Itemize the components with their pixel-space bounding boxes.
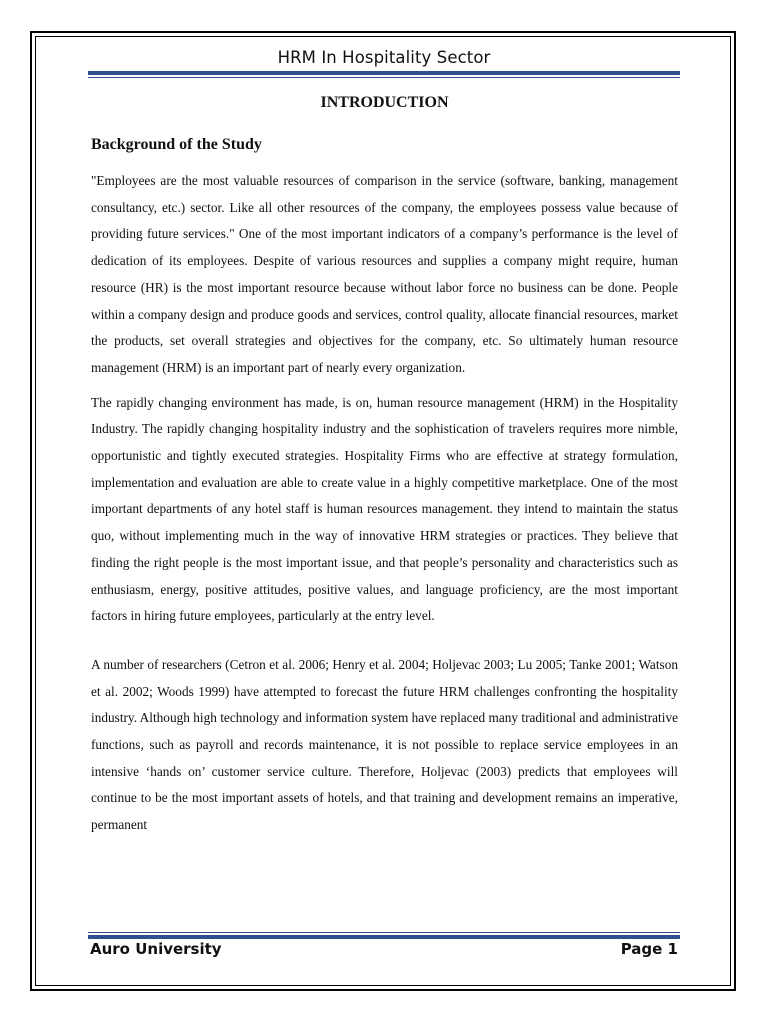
header-title: HRM In Hospitality Sector xyxy=(277,48,491,67)
paragraph-3: A number of researchers (Cetron et al. 2006; Henry et al. 2004; Holjevac 2003; Lu 2005; Tanke 2001; Watson et al. 2002; Woods 1999) have attempted to forecast the future HRM challenges confronting the hospitality industry. Although high technology and information system have replaced many traditional and administrative functions, such as payroll and records maintenance, it is not possible to replace service employees in an intensive ‘hands on’ customer service culture. Therefore, Holjevac (2003) predicts that employees will continue to be the most important assets of hotels, and that training and development remains an imperative, permanent xyxy=(91,656,678,833)
header-rule-thin xyxy=(88,77,680,78)
footer-rule xyxy=(88,935,680,939)
section-heading: Background of the Study xyxy=(91,136,262,153)
paragraph-2: The rapidly changing environment has made, is on, human resource management (HRM) in the Hospitality Industry. The rapidly changing hospitality industry and the sophistication of travelers requires more nimble, opportunistic and tightly executed strategies. Hospitality Firms who are effective at strategy formulation, implementation and evaluation are able to create value in a highly competitive marketplace. One of the most important departments of any hotel staff is human resources management. they intend to maintain the status quo, without implementing much in the way of innovative HRM strategies or practices. They believe that finding the right people is the most important issue, and that people’s personality and characteristics such as enthusiasm, energy, positive attitudes, positive values, and language proficiency, are the most important factors in hiring future employees, particularly at the entry level. xyxy=(91,394,678,624)
footer-university: Auro University xyxy=(90,940,222,958)
document-body xyxy=(91,92,678,839)
paragraph-1: "Employees are the most valuable resources of comparison in the service (software, banking, management consultancy, etc.) sector. Like all other resources of the company, the employees possess value because of providing future services." One of the most important indicators of a company’s performance is the level of dedication of its employees. Despite of various resources and supplies a company might require, human resource (HR) is the most important resource because without labor force no business can be done. People within a company design and produce goods and services, control quality, allocate financial resources, market the products, set overall strategies and objectives for the company, etc. So ultimately human resource management (HRM) is an important part of nearly every organization. xyxy=(91,173,678,375)
footer-rule-thin xyxy=(88,932,680,933)
main-heading: INTRODUCTION xyxy=(320,94,449,111)
header-rule xyxy=(88,71,680,75)
footer-page-number: Page 1 xyxy=(620,940,678,958)
